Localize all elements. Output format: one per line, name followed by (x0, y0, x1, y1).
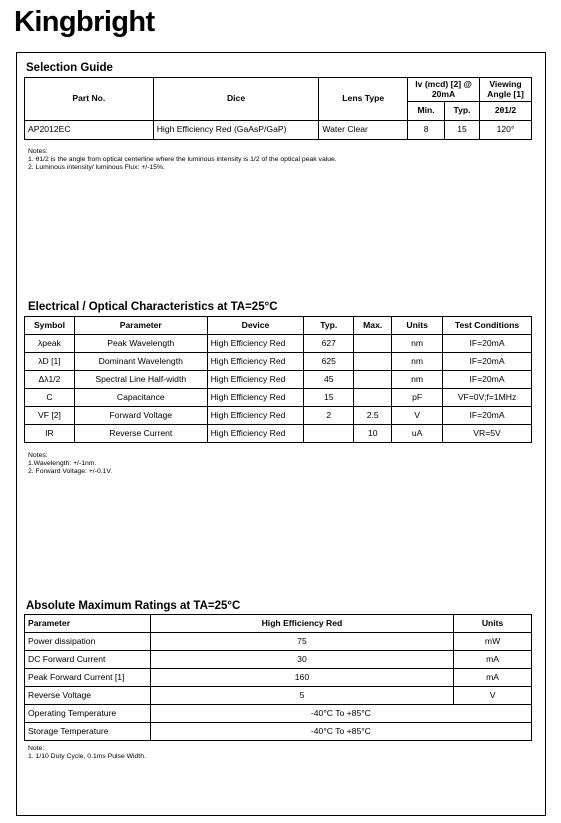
note-line: 1. 1/10 Duty Cycle, 0.1ms Pulse Width. (28, 753, 146, 760)
value: -40°C To +85°C (150, 723, 531, 741)
table-row (25, 633, 532, 651)
test-condition: IF=20mA (443, 407, 532, 425)
selection-notes (28, 148, 337, 172)
typ-value (304, 425, 354, 443)
typ-value: 45 (304, 371, 354, 389)
units: nm (392, 335, 443, 353)
header-parameter: Parameter (25, 615, 151, 633)
parameter: Peak Forward Current [1] (25, 669, 151, 687)
header-device: Device (207, 317, 304, 335)
value: 160 (150, 669, 453, 687)
header-parameter: Parameter (74, 317, 207, 335)
max-value (354, 335, 392, 353)
iv-typ-value: 15 (445, 121, 480, 140)
header-min: Min. (408, 102, 445, 121)
header-test-conditions: Test Conditions (443, 317, 532, 335)
device: High Efficiency Red (207, 371, 304, 389)
header-lens-type: Lens Type (319, 78, 408, 121)
value: 30 (150, 651, 453, 669)
table-row (25, 407, 532, 425)
table-row (25, 335, 532, 353)
device: High Efficiency Red (207, 407, 304, 425)
units: nm (392, 371, 443, 389)
note-line: Notes: (28, 452, 48, 459)
units: mW (454, 633, 532, 651)
units: uA (392, 425, 443, 443)
test-condition: VF=0V;f=1MHz (443, 389, 532, 407)
parameter: Peak Wavelength (74, 335, 207, 353)
symbol: Δλ1/2 (25, 371, 75, 389)
table-row (25, 389, 532, 407)
symbol: VF [2] (25, 407, 75, 425)
units: mA (454, 651, 532, 669)
device: High Efficiency Red (207, 353, 304, 371)
note-line: 1. θ1/2 is the angle from optical centerline where the luminous intensity is 1/2 of the optical peak value. (28, 156, 337, 163)
header-viewing-angle: Viewing Angle [1] (480, 78, 532, 102)
parameter: Capacitance (74, 389, 207, 407)
max-value (354, 389, 392, 407)
device: High Efficiency Red (207, 425, 304, 443)
symbol: C (25, 389, 75, 407)
max-value (354, 371, 392, 389)
note-line: Note: (28, 745, 45, 752)
part-number: AP2012EC (25, 121, 154, 140)
value: -40°C To +85°C (150, 705, 531, 723)
electrical-title: Electrical / Optical Characteristics at TA=25°C (28, 301, 278, 313)
table-row (25, 723, 532, 741)
device: High Efficiency Red (207, 335, 304, 353)
parameter: Operating Temperature (25, 705, 151, 723)
table-row (25, 705, 532, 723)
header-half-angle: 2θ1/2 (480, 102, 532, 121)
units: nm (392, 353, 443, 371)
lens-value: Water Clear (319, 121, 408, 140)
value: 75 (150, 633, 453, 651)
max-value (354, 353, 392, 371)
selection-guide-table (24, 77, 532, 140)
table-row (25, 651, 532, 669)
header-part-no: Part No. (25, 78, 154, 121)
absolute-notes (28, 745, 146, 761)
header-dice: Dice (153, 78, 319, 121)
dice-value: High Efficiency Red (GaAsP/GaP) (153, 121, 319, 140)
symbol: λD [1] (25, 353, 75, 371)
typ-value: 625 (304, 353, 354, 371)
note-line: 1.Wavelength: +/-1nm. (28, 460, 97, 467)
max-value: 10 (354, 425, 392, 443)
brand-logo: Kingbright (14, 6, 155, 38)
typ-value: 15 (304, 389, 354, 407)
header-units: Units (454, 615, 532, 633)
header-units: Units (392, 317, 443, 335)
parameter: Spectral Line Half-width (74, 371, 207, 389)
table-row (25, 425, 532, 443)
units: mA (454, 669, 532, 687)
header-device: High Efficiency Red (150, 615, 453, 633)
test-condition: IF=20mA (443, 335, 532, 353)
parameter: Forward Voltage (74, 407, 207, 425)
table-row (25, 121, 532, 140)
header-symbol: Symbol (25, 317, 75, 335)
header-iv: Iv (mcd) [2] @ 20mA (408, 78, 480, 102)
angle-value: 120° (480, 121, 532, 140)
typ-value: 627 (304, 335, 354, 353)
parameter: Storage Temperature (25, 723, 151, 741)
parameter: Reverse Current (74, 425, 207, 443)
absolute-ratings-title: Absolute Maximum Ratings at TA=25°C (26, 600, 241, 612)
parameter: Power dissipation (25, 633, 151, 651)
iv-min-value: 8 (408, 121, 445, 140)
parameter: Dominant Wavelength (74, 353, 207, 371)
table-row (25, 669, 532, 687)
typ-value: 2 (304, 407, 354, 425)
selection-guide-title: Selection Guide (26, 62, 113, 74)
header-typ: Typ. (304, 317, 354, 335)
units: V (454, 687, 532, 705)
device: High Efficiency Red (207, 389, 304, 407)
absolute-ratings-table (24, 614, 532, 741)
note-line: 2. Forward Voltage: +/-0.1V. (28, 468, 113, 475)
max-value: 2.5 (354, 407, 392, 425)
header-typ: Typ. (445, 102, 480, 121)
parameter: Reverse Voltage (25, 687, 151, 705)
parameter: DC Forward Current (25, 651, 151, 669)
note-line: Notes: (28, 148, 48, 155)
units: pF (392, 389, 443, 407)
table-row (25, 371, 532, 389)
value: 5 (150, 687, 453, 705)
header-max: Max. (354, 317, 392, 335)
table-row (25, 687, 532, 705)
table-row (25, 353, 532, 371)
electrical-table (24, 316, 532, 443)
electrical-notes (28, 452, 112, 476)
test-condition: IF=20mA (443, 353, 532, 371)
symbol: IR (25, 425, 75, 443)
test-condition: IF=20mA (443, 371, 532, 389)
note-line: 2. Luminous intensity/ luminous Flux: +/-15%. (28, 164, 165, 171)
units: V (392, 407, 443, 425)
test-condition: VR=5V (443, 425, 532, 443)
symbol: λpeak (25, 335, 75, 353)
